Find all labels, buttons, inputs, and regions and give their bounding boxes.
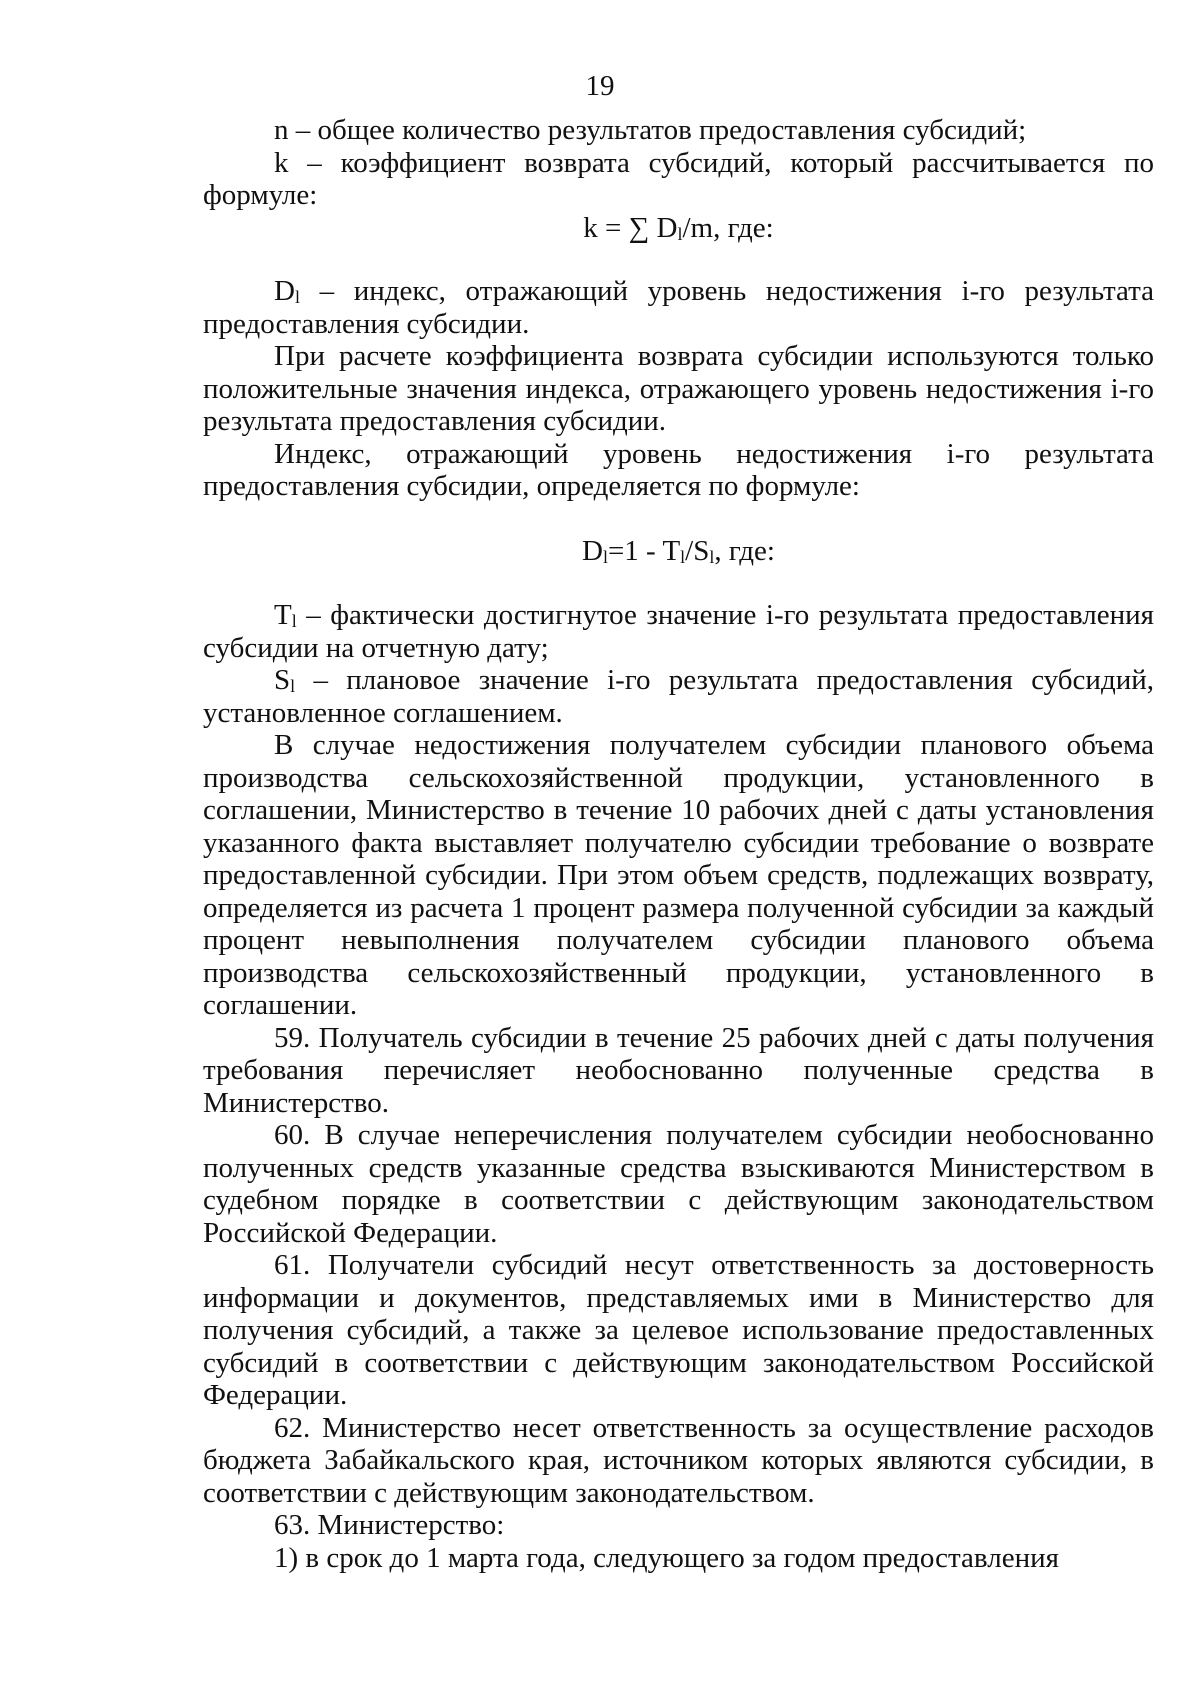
document-body (203, 114, 1154, 1574)
n-definition: n – общее количество результатов предоставления субсидий; (274, 114, 1027, 146)
non-achievement-paragraph: В случае недостижения получателем субсидии планового объема производства сельскохозяйственной продукции, установленного в соглашении, Министерство в течение 10 рабочих дней с даты установления указанного факта выставляет получателю субсидии требование о возврате предоставленной субсидии. При этом объем средств, подлежащих возврату, определяется из расчета 1 процент размера полученной субсидии за каждый процент невыполнения получателем субсидии планового объема производства сельскохозяйственный продукции, установленного в соглашении. (203, 729, 1154, 1021)
formula-d: $D_l=1 - T_l/S_l$, где: (582, 534, 775, 567)
paragraph-59: 59. Получатель субсидии в течение 25 рабочих дней с даты получения требования перечисляет необоснованно полученные средства в Министерство. (203, 1021, 1154, 1119)
paragraph-63: 63. Министерство: (274, 1509, 505, 1541)
paragraph-61: 61. Получатели субсидий несут ответственность за достоверность информации и документов, представляемых ими в Министерство для получения субсидий, а также за целевое использование предоставленных субсидий в соответствии с действующим законодательством Российской Федерации. (203, 1249, 1154, 1411)
t-definition: $T_l$ – фактически достигнутое значение i-го результата предоставления субсидии на отчетную дату; (203, 599, 1154, 664)
index-paragraph: Индекс, отражающий уровень недостижения i-го результата предоставления субсидии, определяется по формуле: (203, 437, 1154, 502)
positive-values-paragraph: При расчете коэффициента возврата субсидии используются только положительные значения индекса, отражающего уровень недостижения i-го результата предоставления субсидии. (203, 340, 1154, 437)
formula-k: k = ∑ $D_l/m$, где: (583, 211, 774, 244)
s-definition: $S_l$ – плановое значение i-го результата предоставления субсидий, установленное соглашением. (203, 664, 1154, 729)
paragraph-62: 62. Министерство несет ответственность за осуществление расходов бюджета Забайкальского края, источником которых являются субсидии, в соответствии с действующим законодательством. (203, 1411, 1154, 1509)
d-definition: $D_l$ – индекс, отражающий уровень недостижения i-го результата предоставления субсидии. (203, 275, 1154, 340)
k-definition: k – коэффициент возврата субсидий, который рассчитывается по формуле: (203, 146, 1154, 211)
paragraph-60: 60. В случае неперечисления получателем субсидии необоснованно полученных средств указанные средства взыскиваются Министерством в судебном порядке в соответствии с действующим законодательством Российской Федерации. (203, 1119, 1154, 1249)
paragraph-63-item-1: 1) в срок до 1 марта года, следующего за годом предоставления (274, 1541, 1059, 1574)
page-number: 19 (585, 70, 615, 102)
